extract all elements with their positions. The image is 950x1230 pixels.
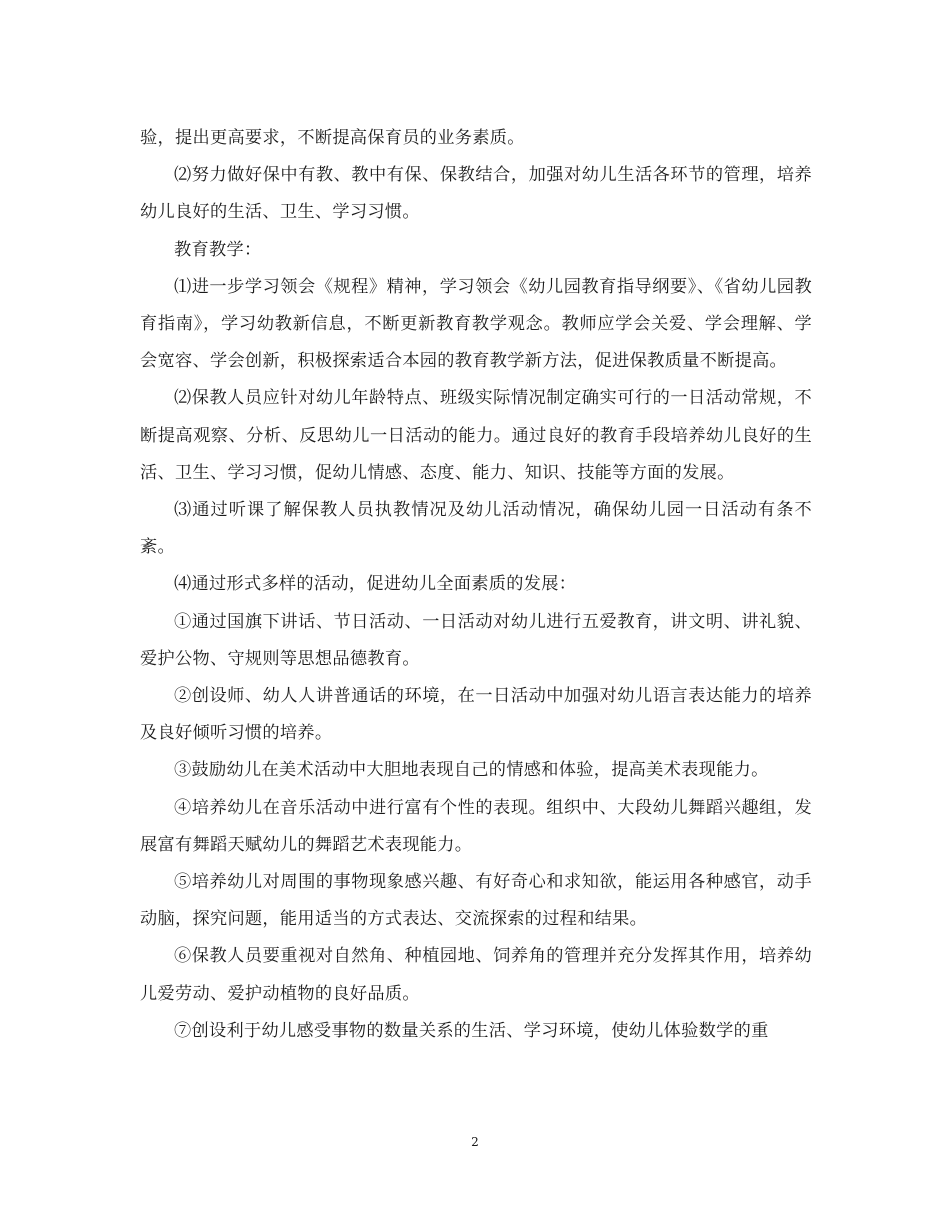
paragraph: ⑵保教人员应针对幼儿年龄特点、班级实际情况制定确实可行的一日活动常规，不断提高观察、分析、反思幼儿一日活动的能力。通过良好的教育手段培养幼儿良好的生活、卫生、学习习惯，促幼儿情感、态度、能力、知识、技能等方面的发展。: [140, 388, 812, 483]
list-item: ②创设师、幼人人讲普通话的环境，在一日活动中加强对幼儿语言表达能力的培养及良好倾听习惯的培养。: [140, 686, 812, 744]
list-item: ④培养幼儿在音乐活动中进行富有个性的表现。组织中、大段幼儿舞蹈兴趣组，发展富有舞蹈天赋幼儿的舞蹈艺术表现能力。: [140, 797, 812, 855]
list-item: ⑦创设利于幼儿感受事物的数量关系的生活、学习环境，使幼儿体验数学的重: [174, 1020, 769, 1041]
section-heading: 教育教学：: [174, 239, 262, 260]
paragraph: ⑴进一步学习领会《规程》精神，学习领会《幼儿园教育指导纲要》、《省幼儿园教育指南》，学习幼教新信息，不断更新教育教学观念。教师应学会关爱、学会理解、学会宽容、学会创新，积极探索适合本园的教育教学新方法，促进保教质量不断提高。: [140, 276, 812, 372]
list-item: ⑥保教人员要重视对自然角、种植园地、饲养角的管理并充分发挥其作用，培养幼儿爱劳动、爱护动植物的良好品质。: [140, 946, 812, 1004]
paragraph: 验，提出更高要求，不断提高保育员的业务素质。: [140, 128, 525, 148]
list-item: ⑤培养幼儿对周围的事物现象感兴趣、有好奇心和求知欲，能运用各种感官，动手动脑，探究问题，能用适当的方式表达、交流探索的过程和结果。: [140, 872, 812, 930]
paragraph: ⑷通过形式多样的活动，促进幼儿全面素质的发展：: [174, 574, 577, 595]
list-item: ③鼓励幼儿在美术活动中大胆地表现自己的情感和体验，提高美术表现能力。: [174, 760, 769, 781]
paragraph: ⑵努力做好保中有教、教中有保、保教结合，加强对幼儿生活各环节的管理，培养幼儿良好的生活、卫生、学习习惯。: [140, 165, 812, 223]
document-body: [140, 120, 812, 1050]
paragraph: ⑶通过听课了解保教人员执教情况及幼儿活动情况，确保幼儿园一日活动有条不紊。: [140, 500, 812, 558]
page-number: 2: [471, 1135, 479, 1149]
list-item: ①通过国旗下讲话、节日活动、一日活动对幼儿进行五爱教育，讲文明、讲礼貌、爱护公物、守规则等思想品德教育。: [140, 611, 812, 669]
